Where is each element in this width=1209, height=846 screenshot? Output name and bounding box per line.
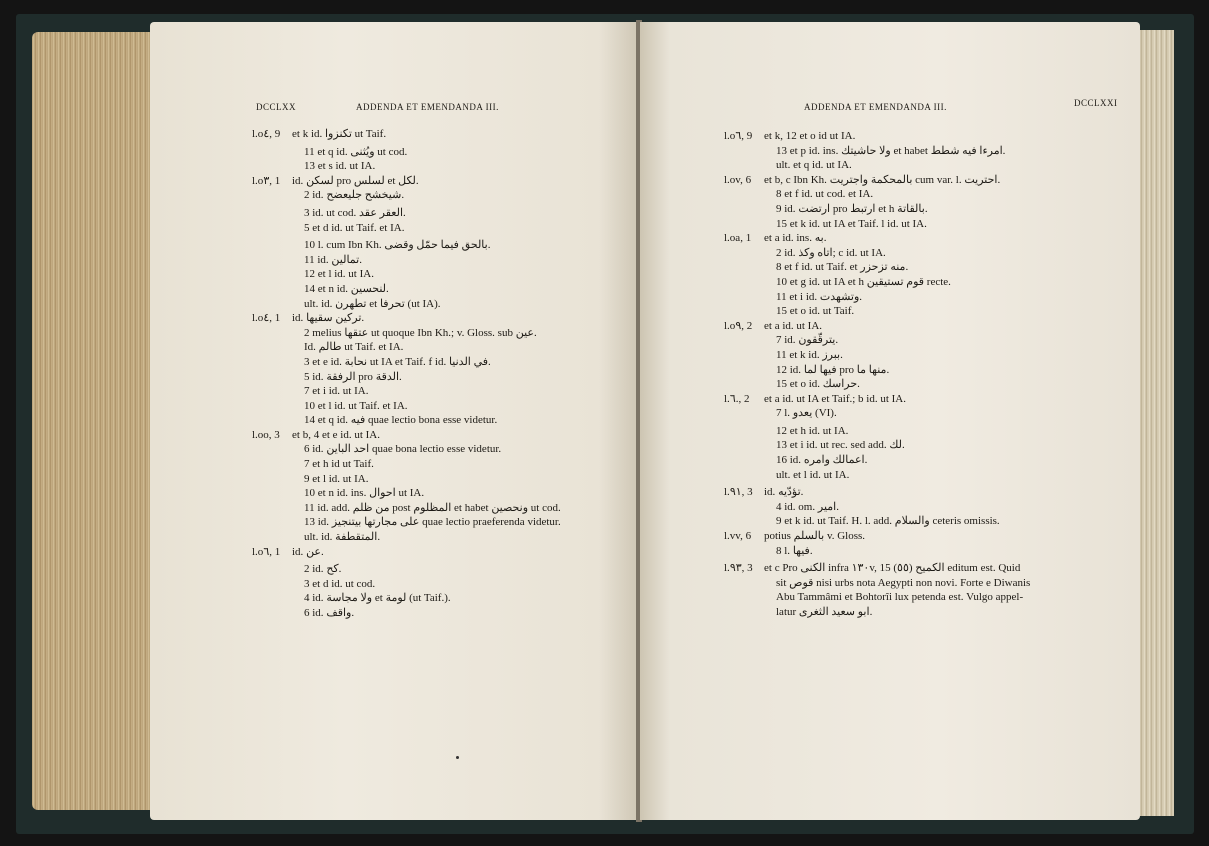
line-reference: l.ov, 6 bbox=[724, 173, 752, 186]
line-text: 16 id. اعمالك وامره. bbox=[776, 454, 868, 467]
line-text: 6 id. واقف. bbox=[304, 607, 355, 619]
line-text: et k, 12 et o id ut IA. bbox=[764, 130, 856, 142]
line-text: 7 l. يعدو (VI). bbox=[776, 407, 837, 420]
line-text: 9 et l id. ut IA. bbox=[304, 472, 369, 485]
line-text: 2 id. شيخشح جليعضح. bbox=[304, 189, 405, 202]
line-text: 4 id. om. امير. bbox=[776, 500, 839, 513]
line-text: 13 et i id. ut rec. sed add. لك. bbox=[776, 439, 905, 452]
line-text: et a id. ut IA et Taif.; b id. ut IA. bbox=[764, 392, 907, 405]
line-text: id. تركين سقيها. bbox=[292, 312, 365, 325]
right-page bbox=[640, 22, 1140, 820]
right-folio: DCCLXXI bbox=[1074, 98, 1118, 108]
line-reference: l.o٦, 1 bbox=[252, 545, 281, 558]
line-text: et b, c Ibn Kh. بالمحكمة واجتريت cum var. l. احتريت. bbox=[764, 173, 1001, 186]
line-text: id. لسكن pro لسلس et لكل. bbox=[292, 174, 419, 187]
line-text: 9 et k id. ut Taif. H. l. add. والسلام ceteris omissis. bbox=[776, 515, 1000, 528]
line-reference: l.o٤, 9 bbox=[252, 128, 281, 140]
line-text: ult. et l id. ut IA. bbox=[776, 468, 850, 481]
line-text: 8 l. فيها. bbox=[776, 544, 813, 557]
line-reference: l.oo, 3 bbox=[252, 428, 280, 441]
line-text: latur ابو سعيد الثغرى. bbox=[776, 606, 873, 618]
line-text: 14 et n id. لنحسين. bbox=[304, 282, 389, 295]
line-text: 2 id. اتاه وكذ; c id. ut IA. bbox=[776, 246, 886, 259]
line-text: 10 et g id. ut IA et h قوم تستيقين recte. bbox=[776, 275, 951, 288]
line-text: id. تؤدّيه. bbox=[764, 486, 804, 499]
line-text: et c Pro الكنى infra ١٣٠v, 15 (٥٥) الكميح editum est. Quid bbox=[764, 562, 1021, 575]
line-text: 12 id. فيها لما pro منها ما. bbox=[776, 363, 890, 376]
line-text: 12 et h id. ut IA. bbox=[776, 424, 849, 437]
line-text: 11 et q id. ويُثنى ut cod. bbox=[304, 145, 408, 158]
line-text: 13 id. على مجارتها بيتنجيز quae lectio praeferenda videtur. bbox=[304, 516, 561, 529]
line-reference: l.o٦, 9 bbox=[724, 130, 753, 142]
line-text: 10 l. cum Ibn Kh. بالحق فيما حمّل وقضى. bbox=[304, 239, 491, 252]
right-page-edges bbox=[1138, 30, 1174, 816]
line-text: et b, 4 et e id. ut IA. bbox=[292, 428, 380, 441]
line-text: 15 et o id. ut Taif. bbox=[776, 305, 855, 318]
line-text: ult. id. تطهرن et تحرفا (ut IA). bbox=[304, 297, 441, 310]
line-text: potius بالسلم v. Gloss. bbox=[764, 530, 866, 543]
left-page-edges bbox=[32, 32, 150, 810]
line-text: 3 id. ut cod. العقر عقد. bbox=[304, 206, 406, 219]
line-text: et a id. ins. به. bbox=[764, 232, 827, 245]
line-text: 5 id. الرفقة pro الدقة. bbox=[304, 370, 402, 383]
line-text: 13 et p id. ins. ولا حاشيتك et habet امرءا فيه شطط. bbox=[776, 144, 1006, 157]
line-reference: l.o٤, 1 bbox=[252, 312, 281, 325]
line-text: sit قوص nisi urbs nota Aegypti non novi. Forte e Diwanis bbox=[776, 576, 1031, 589]
left-running-title: ADDENDA ET EMENDANDA III. bbox=[356, 102, 499, 112]
line-text: et a id. ut IA. bbox=[764, 319, 823, 332]
line-text: et k id. تكنزوا ut Taif. bbox=[292, 128, 387, 140]
line-text: 8 et f id. ut Taif. et منه تزحزر. bbox=[776, 261, 909, 274]
line-text: 9 id. ارتضت pro ارتبط et h بالقاتة. bbox=[776, 202, 928, 215]
line-text: 3 et e id. نحابة ut IA et Taif. f id. في الدنيا. bbox=[304, 355, 491, 368]
line-text: 11 et k id. ببرز. bbox=[776, 348, 843, 361]
line-reference: l.٩١, 3 bbox=[724, 486, 753, 499]
line-text: 2 melius عتقها ut quoque Ibn Kh.; v. Gloss. sub عين. bbox=[304, 326, 537, 339]
line-reference: l.vv, 6 bbox=[724, 530, 752, 543]
line-text: 12 et l id. ut IA. bbox=[304, 268, 374, 281]
line-text: 2 id. كح. bbox=[304, 563, 342, 576]
right-running-title: ADDENDA ET EMENDANDA III. bbox=[804, 102, 947, 112]
line-text: 4 id. ولا مجاسة et لومة (ut Taif.). bbox=[304, 592, 451, 605]
line-text: 7 et h id ut Taif. bbox=[304, 458, 374, 471]
line-reference: l.oa, 1 bbox=[724, 232, 752, 245]
line-text: ult. et q id. ut IA. bbox=[776, 159, 852, 172]
line-text: 14 et q id. فيه quae lectio bona esse videtur. bbox=[304, 414, 498, 427]
line-text: 10 et n id. ins. احوال ut IA. bbox=[304, 487, 425, 500]
line-text: 3 et d id. ut cod. bbox=[304, 577, 376, 590]
line-text: id. عن. bbox=[292, 545, 324, 558]
line-text: 11 id. تمالين. bbox=[304, 253, 362, 266]
line-reference: l.o٩, 2 bbox=[724, 319, 753, 332]
line-text: 15 et k id. ut IA et Taif. l id. ut IA. bbox=[776, 217, 927, 230]
line-text: 11 et i id. وتشهدت. bbox=[776, 290, 863, 303]
line-text: 7 et i id. ut IA. bbox=[304, 385, 369, 398]
line-reference: l.o٣, 1 bbox=[252, 174, 281, 187]
line-text: 13 et s id. ut IA. bbox=[304, 160, 376, 173]
ink-speck bbox=[456, 756, 459, 759]
left-page bbox=[150, 22, 638, 820]
line-text: 8 et f id. ut cod. et IA. bbox=[776, 188, 874, 201]
line-text: 7 id. يترقّقون. bbox=[776, 334, 839, 347]
line-text: ult. id. المتقطفة. bbox=[304, 531, 381, 544]
line-text: 10 et l id. ut Taif. et IA. bbox=[304, 399, 408, 412]
line-text: Id. طالم ut Taif. et IA. bbox=[304, 341, 404, 354]
line-reference: l.٦., 2 bbox=[724, 392, 750, 405]
line-reference: l.٩٣, 3 bbox=[724, 562, 753, 575]
line-text: 5 et d id. ut Taif. et IA. bbox=[304, 221, 405, 234]
left-folio: DCCLXX bbox=[256, 102, 297, 112]
line-text: 6 id. احد الباين quae bona lectio esse videtur. bbox=[304, 443, 502, 456]
line-text: 15 et o id. حراسك. bbox=[776, 378, 860, 391]
line-text: 11 id. add. من ظلم post المظلوم et habet ونحصين ut cod. bbox=[304, 501, 561, 514]
line-text: Abu Tammâmi et Bohtorîi lux petenda est. Vulgo appel- bbox=[776, 591, 1024, 604]
